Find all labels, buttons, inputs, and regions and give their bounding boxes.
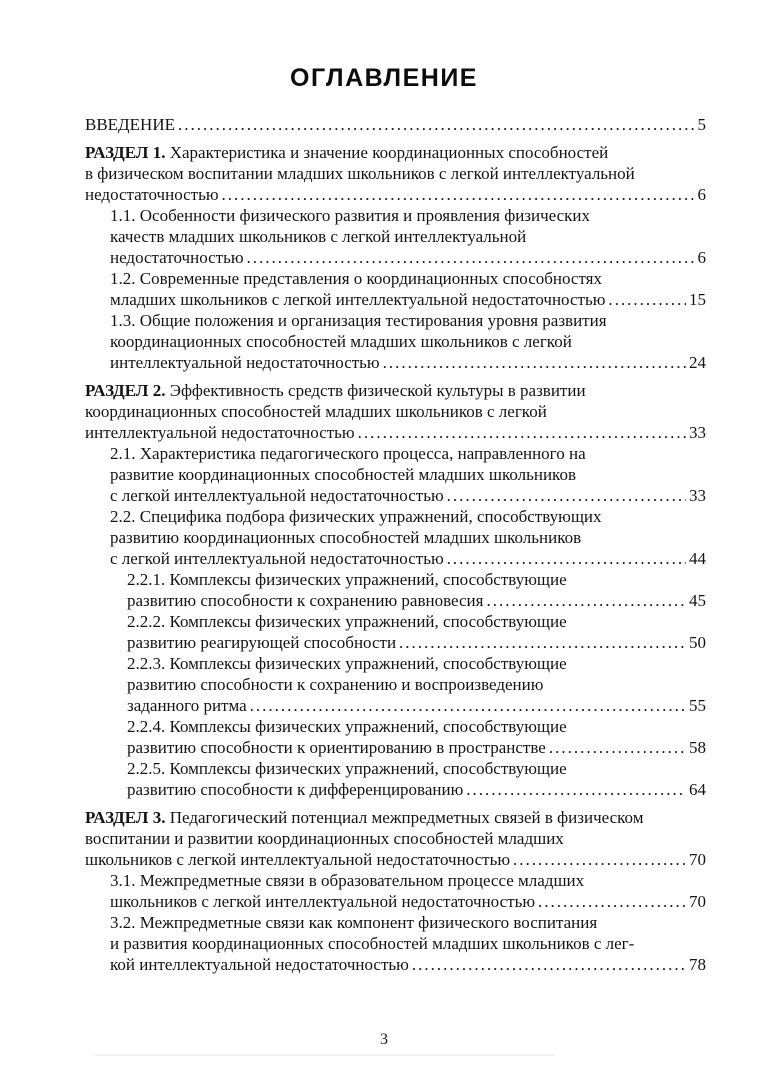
toc-entry-line [85, 849, 706, 870]
toc-entry-line [85, 380, 706, 401]
toc-page-number: 64 [689, 780, 706, 799]
toc-entry-text: школьников с легкой интеллектуальной недостаточностью [85, 850, 511, 869]
toc-entry-text: воспитании и развитии координационных способностей младших [85, 829, 564, 848]
toc-entry-line [85, 422, 706, 443]
dot-leader [608, 289, 686, 310]
toc-entry-text: РАЗДЕЛ 1. Характеристика и значение координационных способностей [85, 143, 609, 162]
toc-page-number: 70 [689, 892, 706, 911]
toc-entry-line [110, 205, 706, 226]
table-of-contents [85, 114, 706, 975]
toc-entry-line [85, 142, 706, 163]
page-title: ОГЛАВЛЕНИЕ [290, 64, 478, 92]
toc-entry-text: интеллектуальной недостаточностью [110, 353, 380, 372]
toc-entry [85, 716, 706, 758]
toc-entry-text: с легкой интеллектуальной недостаточностью [110, 549, 444, 568]
section-label: РАЗДЕЛ 2. [85, 381, 166, 400]
toc-entry-line [110, 485, 706, 506]
toc-entry-text: и развития координационных способностей младших школьников с лег- [110, 934, 635, 953]
toc-entry [85, 443, 706, 506]
toc-entry [85, 758, 706, 800]
toc-entry-text: координационных способностей младших школьников с легкой [85, 402, 547, 421]
toc-entry-text: РАЗДЕЛ 2. Эффективность средств физической культуры в развитии [85, 381, 586, 400]
toc-page-number: 15 [689, 290, 706, 309]
toc-entry-line [127, 716, 706, 737]
toc-entry-line [127, 674, 706, 695]
toc-entry-line [85, 163, 706, 184]
toc-entry-text: 2.2.5. Комплексы физических упражнений, способствующие [127, 759, 567, 778]
toc-page-number: 44 [689, 549, 706, 568]
toc-entry [85, 611, 706, 653]
toc-entry-line [85, 114, 706, 135]
toc-entry-line [110, 443, 706, 464]
toc-entry-text: кой интеллектуальной недостаточностью [110, 955, 409, 974]
toc-entry-line [110, 870, 706, 891]
section-label: РАЗДЕЛ 1. [85, 143, 166, 162]
toc-page-number: 5 [697, 115, 706, 134]
toc-entry-text: в физическом воспитании младших школьников с легкой интеллектуальной [85, 164, 635, 183]
toc-entry-line [127, 737, 706, 758]
dot-leader [383, 352, 686, 373]
toc-entry-line [127, 779, 706, 800]
footer-page-number: 3 [380, 1031, 388, 1048]
toc-entry-text: 1.3. Общие положения и организация тестирования уровня развития [110, 311, 607, 330]
toc-entry-line [110, 912, 706, 933]
toc-entry [85, 310, 706, 373]
toc-page-number: 24 [689, 353, 706, 372]
toc-entry-line [110, 226, 706, 247]
toc-entry-line [110, 464, 706, 485]
toc-entry [85, 114, 706, 135]
toc-entry-text: школьников с легкой интеллектуальной недостаточностью [110, 892, 536, 911]
toc-entry [85, 870, 706, 912]
toc-entry-text: 2.2.3. Комплексы физических упражнений, способствующие [127, 654, 567, 673]
toc-entry-text: младших школьников с легкой интеллектуальной недостаточностью [110, 290, 606, 309]
toc-page-number: 6 [697, 248, 706, 267]
dot-leader [466, 779, 686, 800]
toc-page-number: 6 [697, 185, 706, 204]
toc-page-number: 70 [689, 850, 706, 869]
toc-entry-line [127, 611, 706, 632]
toc-entry-text: развитию реагирующей способности [127, 633, 397, 652]
toc-entry-text: 2.2.4. Комплексы физических упражнений, способствующие [127, 717, 567, 736]
toc-entry-text: развитию способности к сохранению равновесия [127, 591, 484, 610]
toc-entry [85, 653, 706, 716]
toc-entry-text: недостаточностью [85, 185, 219, 204]
toc-entry-text: 1.1. Особенности физического развития и проявления физических [110, 206, 591, 225]
toc-entry [85, 807, 706, 870]
toc-entry-text: ВВЕДЕНИЕ [85, 115, 175, 134]
toc-entry [85, 569, 706, 611]
dot-leader [178, 114, 695, 135]
toc-entry-line [110, 527, 706, 548]
toc-entry-text: качеств младших школьников с легкой интеллектуальной [110, 227, 527, 246]
dot-leader [358, 422, 686, 443]
toc-entry-text: недостаточностью [110, 248, 244, 267]
toc-entry [85, 268, 706, 310]
toc-entry-line [110, 268, 706, 289]
toc-entry-text: координационных способностей младших школьников с легкой [110, 332, 572, 351]
toc-entry-line [85, 828, 706, 849]
dot-leader [513, 849, 686, 870]
toc-entry-text: 2.2.2. Комплексы физических упражнений, способствующие [127, 612, 567, 631]
toc-entry-text: 2.1. Характеристика педагогического процесса, направленного на [110, 444, 586, 463]
toc-entry [85, 506, 706, 569]
toc-entry-text: развитие координационных способностей младших школьников [110, 465, 576, 484]
dot-leader [412, 954, 686, 975]
toc-entry-text: 2.2.1. Комплексы физических упражнений, способствующие [127, 570, 567, 589]
dot-leader [447, 485, 686, 506]
toc-entry-line [110, 310, 706, 331]
toc-entry-line [85, 807, 706, 828]
toc-entry-line [110, 331, 706, 352]
dot-leader [222, 184, 695, 205]
dot-leader [399, 632, 686, 653]
toc-page-number: 58 [689, 738, 706, 757]
toc-page-number: 50 [689, 633, 706, 652]
toc-entry-text: с легкой интеллектуальной недостаточностью [110, 486, 444, 505]
toc-entry-line [110, 933, 706, 954]
toc-entry-text: 3.1. Межпредметные связи в образовательном процессе младших [110, 871, 585, 890]
toc-entry-line [110, 352, 706, 373]
dot-leader [447, 548, 686, 569]
toc-entry-line [110, 954, 706, 975]
toc-entry-line [127, 590, 706, 611]
toc-entry-line [127, 653, 706, 674]
toc-entry-line [127, 695, 706, 716]
dot-leader [538, 891, 686, 912]
toc-entry-text: развитию способности к дифференцированию [127, 780, 464, 799]
dot-leader [247, 247, 695, 268]
toc-entry-text: РАЗДЕЛ 3. Педагогический потенциал межпредметных связей в физическом [85, 808, 644, 827]
toc-entry [85, 205, 706, 268]
toc-entry-line [110, 891, 706, 912]
toc-entry-text: развитию способности к ориентированию в пространстве [127, 738, 546, 757]
toc-page-number: 55 [689, 696, 706, 715]
toc-entry-line [127, 632, 706, 653]
toc-entry-text: заданного ритма [127, 696, 247, 715]
section-label: РАЗДЕЛ 3. [85, 808, 166, 827]
toc-entry-line [110, 289, 706, 310]
toc-entry-line [110, 506, 706, 527]
toc-entry-text: 3.2. Межпредметные связи как компонент физического воспитания [110, 913, 598, 932]
toc-entry-line [127, 758, 706, 779]
toc-entry-text: развитию координационных способностей младших школьников [110, 528, 582, 547]
toc-entry [85, 912, 706, 975]
toc-entry-line [127, 569, 706, 590]
toc-page-number: 33 [689, 486, 706, 505]
toc-page-number: 45 [689, 591, 706, 610]
scan-artifact-line [95, 1054, 555, 1056]
dot-leader [486, 590, 686, 611]
toc-entry-line [110, 548, 706, 569]
toc-entry-line [85, 401, 706, 422]
toc-entry-text: 2.2. Специфика подбора физических упражнений, способствующих [110, 507, 602, 526]
toc-entry [85, 380, 706, 443]
toc-entry-line [85, 184, 706, 205]
toc-entry-text: развитию способности к сохранению и воспроизведению [127, 675, 544, 694]
toc-page-number: 33 [689, 423, 706, 442]
toc-page-number: 78 [689, 955, 706, 974]
dot-leader [250, 695, 686, 716]
dot-leader [549, 737, 686, 758]
toc-entry-text: 1.2. Современные представления о координационных способностях [110, 269, 602, 288]
toc-entry-line [110, 247, 706, 268]
toc-entry [85, 142, 706, 205]
toc-entry-text: интеллектуальной недостаточностью [85, 423, 355, 442]
